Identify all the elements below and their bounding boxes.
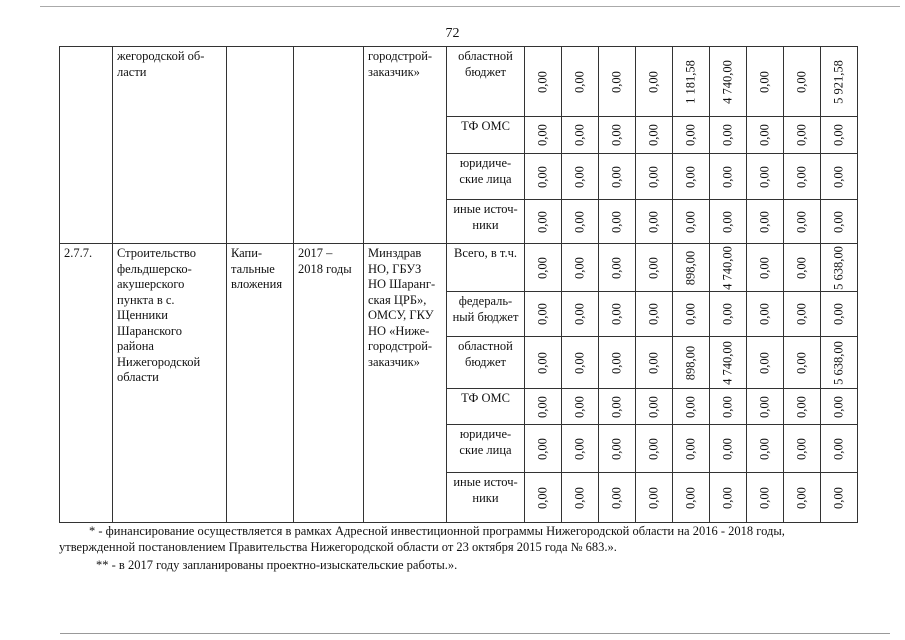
value-cell	[636, 47, 673, 117]
value-cell	[710, 425, 747, 473]
value-text: 0,00	[683, 210, 698, 233]
type-cell: Капи-тальные вложения	[227, 244, 294, 523]
value-text: 5 921,58	[831, 59, 846, 104]
value-cell	[747, 117, 784, 154]
page-number: 72	[445, 26, 460, 41]
value-cell	[710, 47, 747, 117]
value-text: 0,00	[609, 486, 624, 509]
value-cell	[599, 292, 636, 337]
value-text: 0,00	[646, 124, 661, 146]
value-cell	[821, 337, 858, 389]
value-text: 0,00	[720, 210, 735, 233]
value-cell	[710, 154, 747, 200]
value-cell	[710, 389, 747, 425]
value-cell	[525, 389, 562, 425]
value-cell	[710, 292, 747, 337]
value-text: 0,00	[646, 70, 661, 93]
value-cell	[747, 473, 784, 523]
value-text: 4 740,00	[720, 245, 735, 290]
value-text: 0,00	[609, 70, 624, 93]
value-text: 0,00	[757, 303, 772, 325]
value-text: 4 740,00	[720, 59, 735, 104]
value-text: 0,00	[683, 303, 698, 325]
value-cell	[710, 473, 747, 523]
value-cell	[784, 117, 821, 154]
value-text: 0,00	[572, 124, 587, 146]
value-text: 0,00	[535, 165, 550, 188]
value-cell	[673, 154, 710, 200]
value-text: 0,00	[609, 165, 624, 188]
value-cell	[599, 244, 636, 292]
value-cell	[673, 47, 710, 117]
value-cell	[710, 337, 747, 389]
value-text: 0,00	[794, 210, 809, 233]
source-cell: иные источ-ники	[447, 200, 525, 244]
value-text: 0,00	[609, 210, 624, 233]
executor-cell: городстрой-заказчик»	[364, 47, 447, 244]
table-row	[60, 244, 858, 292]
value-cell	[562, 47, 599, 117]
type-cell	[227, 47, 294, 244]
value-cell	[821, 117, 858, 154]
value-text: 5 638,00	[831, 340, 846, 385]
value-cell	[784, 389, 821, 425]
value-text: 0,00	[757, 351, 772, 374]
footnote-1: * - финансирование осуществляется в рамках Адресной инвестиционной программы Нижегородской области на 2016 - 2018 годы, утвержденной постановлением Правительства Нижегородской области от 23 октября 2015 года № 683.».	[59, 524, 785, 554]
value-cell	[747, 337, 784, 389]
period-cell	[294, 47, 364, 244]
value-text: 0,00	[572, 437, 587, 460]
value-text: 0,00	[794, 351, 809, 374]
value-text: 0,00	[831, 210, 846, 233]
value-text: 0,00	[646, 486, 661, 509]
value-cell	[562, 200, 599, 244]
value-cell	[525, 117, 562, 154]
value-cell	[821, 154, 858, 200]
value-cell	[673, 200, 710, 244]
value-cell	[525, 154, 562, 200]
value-text: 0,00	[831, 486, 846, 509]
source-cell: областной бюджет	[447, 337, 525, 389]
value-text: 0,00	[794, 303, 809, 325]
value-text: 0,00	[757, 165, 772, 188]
value-cell	[784, 200, 821, 244]
value-text: 0,00	[794, 165, 809, 188]
value-cell	[636, 117, 673, 154]
value-text: 0,00	[572, 395, 587, 418]
value-text: 0,00	[757, 70, 772, 93]
value-text: 0,00	[609, 303, 624, 325]
value-text: 0,00	[683, 165, 698, 188]
value-cell	[525, 47, 562, 117]
value-cell	[599, 389, 636, 425]
value-text: 0,00	[757, 395, 772, 418]
value-cell	[636, 154, 673, 200]
value-cell	[562, 117, 599, 154]
value-cell	[710, 200, 747, 244]
value-text: 0,00	[683, 437, 698, 460]
value-text: 0,00	[757, 486, 772, 509]
value-text: 0,00	[572, 210, 587, 233]
value-cell	[821, 47, 858, 117]
value-cell	[599, 200, 636, 244]
value-cell	[562, 292, 599, 337]
value-text: 0,00	[535, 486, 550, 509]
value-text: 0,00	[535, 303, 550, 325]
top-rule	[40, 6, 900, 7]
bottom-rule	[60, 633, 890, 634]
value-cell	[710, 244, 747, 292]
value-cell	[747, 200, 784, 244]
value-text: 0,00	[720, 395, 735, 418]
source-cell: федераль-ный бюджет	[447, 292, 525, 337]
value-cell	[747, 154, 784, 200]
value-text: 0,00	[572, 351, 587, 374]
value-text: 4 740,00	[720, 340, 735, 385]
executor-cell: Минздрав НО, ГБУЗ НО Шаранг-ская ЦРБ», ОМСУ, ГКУ НО «Ниже-городстрой-заказчик»	[364, 244, 447, 523]
value-cell	[673, 337, 710, 389]
value-cell	[599, 117, 636, 154]
source-cell: юридиче-ские лица	[447, 425, 525, 473]
value-text: 0,00	[646, 437, 661, 460]
value-text: 0,00	[609, 124, 624, 146]
value-cell	[525, 473, 562, 523]
value-cell	[710, 117, 747, 154]
value-cell	[636, 200, 673, 244]
num-cell	[60, 47, 113, 244]
value-text: 0,00	[720, 486, 735, 509]
value-cell	[673, 473, 710, 523]
name-cell: Строительство фельдшерско-акушерского пункта в с. Щенники Шаранского района Нижегородской области	[113, 244, 227, 523]
source-cell: Всего, в т.ч.	[447, 244, 525, 292]
value-text: 0,00	[572, 303, 587, 325]
value-cell	[599, 473, 636, 523]
value-text: 0,00	[683, 395, 698, 418]
value-text: 0,00	[757, 124, 772, 146]
value-cell	[784, 244, 821, 292]
value-text: 898,00	[683, 345, 698, 380]
value-text: 0,00	[794, 256, 809, 279]
value-text: 0,00	[646, 165, 661, 188]
footnote-2: ** - в 2017 году запланированы проектно-изыскательские работы.».	[96, 558, 458, 572]
value-cell	[599, 337, 636, 389]
value-cell	[747, 389, 784, 425]
value-text: 0,00	[794, 70, 809, 93]
value-text: 0,00	[572, 486, 587, 509]
value-cell	[821, 200, 858, 244]
value-cell	[821, 292, 858, 337]
value-cell	[636, 473, 673, 523]
value-cell	[784, 337, 821, 389]
value-text: 0,00	[535, 395, 550, 418]
value-text: 0,00	[572, 256, 587, 279]
value-text: 0,00	[794, 437, 809, 460]
value-text: 0,00	[683, 486, 698, 509]
value-text: 0,00	[757, 437, 772, 460]
value-cell	[747, 425, 784, 473]
value-text: 0,00	[794, 124, 809, 146]
source-cell: ТФ ОМС	[447, 117, 525, 154]
value-text: 0,00	[609, 351, 624, 374]
table-row	[60, 47, 858, 117]
value-cell	[673, 389, 710, 425]
source-cell: ТФ ОМС	[447, 389, 525, 425]
value-cell	[562, 337, 599, 389]
value-text: 0,00	[572, 165, 587, 188]
value-text: 0,00	[535, 256, 550, 279]
value-text: 0,00	[609, 395, 624, 418]
value-cell	[525, 292, 562, 337]
value-text: 1 181,58	[683, 59, 698, 104]
value-text: 0,00	[757, 210, 772, 233]
value-text: 0,00	[720, 165, 735, 188]
value-cell	[784, 425, 821, 473]
value-cell	[562, 389, 599, 425]
num-cell: 2.7.7.	[60, 244, 113, 523]
value-cell	[821, 389, 858, 425]
value-cell	[562, 425, 599, 473]
value-text: 0,00	[683, 124, 698, 146]
value-text: 0,00	[535, 70, 550, 93]
value-cell	[784, 292, 821, 337]
value-cell	[636, 389, 673, 425]
value-text: 0,00	[646, 256, 661, 279]
value-cell	[599, 154, 636, 200]
value-text: 0,00	[646, 351, 661, 374]
value-cell	[599, 47, 636, 117]
value-cell	[821, 473, 858, 523]
value-cell	[784, 473, 821, 523]
value-cell	[673, 292, 710, 337]
value-cell	[821, 425, 858, 473]
value-text: 0,00	[720, 303, 735, 325]
name-cell: жегородской об-ласти	[113, 47, 227, 244]
value-text: 0,00	[794, 395, 809, 418]
value-cell	[525, 244, 562, 292]
value-cell	[562, 244, 599, 292]
value-cell	[784, 154, 821, 200]
value-text: 0,00	[535, 437, 550, 460]
value-cell	[747, 292, 784, 337]
value-text: 5 638,00	[831, 245, 846, 290]
value-text: 0,00	[720, 437, 735, 460]
value-text: 0,00	[646, 210, 661, 233]
value-cell	[747, 47, 784, 117]
value-cell	[673, 244, 710, 292]
value-text: 0,00	[646, 395, 661, 418]
funding-table	[59, 46, 858, 523]
period-cell: 2017 – 2018 годы	[294, 244, 364, 523]
value-text: 0,00	[831, 124, 846, 146]
value-cell	[562, 473, 599, 523]
value-cell	[636, 244, 673, 292]
value-cell	[673, 117, 710, 154]
value-text: 0,00	[609, 437, 624, 460]
value-text: 0,00	[535, 124, 550, 146]
value-cell	[784, 47, 821, 117]
value-text: 0,00	[831, 395, 846, 418]
value-cell	[599, 425, 636, 473]
value-text: 0,00	[831, 437, 846, 460]
source-cell: иные источ-ники	[447, 473, 525, 523]
value-cell	[562, 154, 599, 200]
value-cell	[636, 292, 673, 337]
value-text: 0,00	[646, 303, 661, 325]
value-text: 0,00	[572, 70, 587, 93]
value-cell	[636, 425, 673, 473]
value-text: 0,00	[535, 210, 550, 233]
value-text: 0,00	[757, 256, 772, 279]
value-cell	[525, 337, 562, 389]
value-cell	[636, 337, 673, 389]
value-text: 0,00	[720, 124, 735, 146]
source-cell: областной бюджет	[447, 47, 525, 117]
source-cell: юридиче-ские лица	[447, 154, 525, 200]
value-text: 0,00	[794, 486, 809, 509]
value-text: 0,00	[535, 351, 550, 374]
value-cell	[747, 244, 784, 292]
value-cell	[525, 200, 562, 244]
value-cell	[525, 425, 562, 473]
value-text: 898,00	[683, 250, 698, 285]
value-cell	[673, 425, 710, 473]
value-text: 0,00	[831, 165, 846, 188]
value-text: 0,00	[609, 256, 624, 279]
value-text: 0,00	[831, 303, 846, 325]
value-cell	[821, 244, 858, 292]
